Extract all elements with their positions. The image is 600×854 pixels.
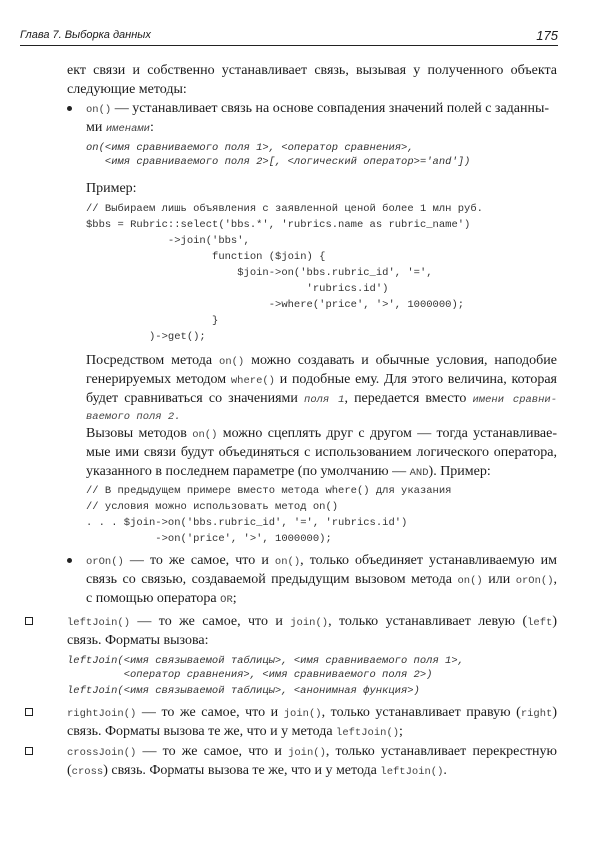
list-item-rightjoin: rightJoin() — то же самое, что и join(), только устанавливает правую (right)	[67, 705, 557, 720]
code-line: $bbs = Rubric::select('bbs.*', 'rubrics.name as rubric_name')	[86, 219, 471, 231]
list-item-leftjoin-cont: связь. Форматы вызова:	[67, 633, 209, 648]
paragraph-line: Вызовы методов on() можно сцеплять друг с другом — тогда устанавливае-	[86, 426, 558, 441]
code-line: $join->on('bbs.rubric_id', '=',	[86, 267, 433, 279]
code-format-line: on(<имя сравниваемого поля 1>, <оператор сравнения>,	[86, 142, 414, 154]
page-number: 175	[536, 28, 558, 43]
checkbox-bullet-icon	[25, 708, 33, 716]
list-item-on-cont: ми именами:	[86, 120, 154, 135]
paragraph-line: ваемого поля 2.	[86, 411, 181, 423]
code-line: ->on('price', '>', 1000000);	[86, 533, 332, 545]
bullet-icon	[67, 558, 72, 563]
list-item-crossjoin-cont: (cross) связь. Форматы вызова те же, что и у метода leftJoin().	[67, 763, 447, 778]
list-item-on: on() — устанавливает связь на основе совпадения значений полей с заданны-	[86, 101, 550, 116]
code-format-line: <имя сравниваемого поля 2>[, <логический оператор>='and'])	[86, 156, 471, 168]
code-line: // Выбираем лишь объявления с заявленной ценой более 1 млн руб.	[86, 203, 483, 215]
code-line: ->join('bbs',	[86, 235, 250, 247]
bullet-icon	[67, 106, 72, 111]
code-line: // В предыдущем примере вместо метода where() для указания	[86, 485, 452, 497]
code-line: 'rubrics.id')	[86, 283, 389, 295]
list-item-oron: orOn() — то же самое, что и on(), только объединяет устанавливаемую им	[86, 553, 557, 568]
paragraph-line: мые ими связи будут объединяться с использованием логического оператора,	[86, 445, 557, 460]
running-header	[20, 29, 558, 46]
checkbox-bullet-icon	[25, 747, 33, 755]
code-line: // условия можно использовать метод on()	[86, 501, 339, 513]
code-line: ->where('price', '>', 1000000);	[86, 299, 465, 311]
code-line: )->get();	[86, 331, 206, 343]
code-format-line: <оператор сравнения>, <имя сравниваемого поля 2>)	[67, 669, 433, 681]
list-item-rightjoin-cont: связь. Форматы вызова те же, что и у метода leftJoin();	[67, 724, 403, 739]
list-item-oron-cont: связь со связью, создаваемой предыдущим вызовом метода on() или orOn(),	[86, 572, 557, 587]
paragraph-line: будет сравниваться со значениями поля 1, передается вместо имени сравни-	[86, 391, 558, 406]
paragraph-line: следующие методы:	[67, 82, 187, 97]
list-item-leftjoin: leftJoin() — то же самое, что и join(), только устанавливает левую (left)	[67, 614, 558, 629]
list-item-oron-cont: с помощью оператора OR;	[86, 591, 237, 606]
paragraph-line: указанного в последнем параметре (по умолчанию — AND). Пример:	[86, 464, 491, 479]
paragraph-line: Посредством метода on() можно создавать и обычные условия, наподобие	[86, 353, 557, 368]
code-line: . . . $join->on('bbs.rubric_id', '=', 'rubrics.id')	[86, 517, 408, 529]
code-line: function ($join) {	[86, 251, 326, 263]
checkbox-bullet-icon	[25, 617, 33, 625]
paragraph-line: ект связи и собственно устанавливает связь, вызывая у полученного объекта	[67, 63, 557, 78]
paragraph-line: генерируемых методом where() и подобные ему. Для этого величина, которая	[86, 372, 557, 387]
example-label: Пример:	[86, 181, 137, 196]
code-format-line: leftJoin(<имя связываемой таблицы>, <анонимная функция>)	[67, 685, 420, 697]
chapter-title: Глава 7. Выборка данных	[20, 29, 151, 41]
code-line: }	[86, 315, 219, 327]
code-format-line: leftJoin(<имя связываемой таблицы>, <имя сравниваемого поля 1>,	[67, 655, 464, 667]
list-item-crossjoin: crossJoin() — то же самое, что и join(), только устанавливает перекрестную	[67, 744, 558, 759]
